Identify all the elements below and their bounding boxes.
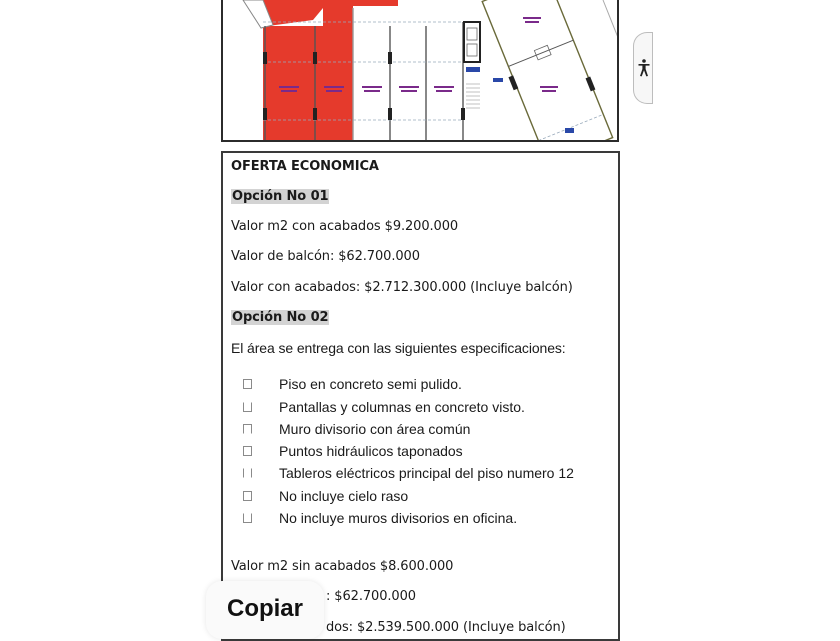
spec-text: Puntos hidráulicos taponados [279,443,463,459]
spec-text: Piso en concreto semi pulido. [279,376,462,392]
checkbox-icon [243,468,252,478]
checkbox-icon [243,513,252,523]
option-2-line: dos: $2.539.500.000 (Incluye balcón) [326,620,566,635]
option-1-title: Opción No 01 [232,189,329,204]
spec-item [243,442,463,460]
spec-item [243,487,408,505]
spec-text: No incluye muros divisorios en oficina. [279,510,518,526]
plan-red-top [323,0,353,30]
plan-red-strip [353,0,398,6]
spec-item [243,398,525,416]
floor-plan-drawing [223,0,619,142]
option-2-intro: El área se entrega con las siguientes especificaciones: [231,340,566,356]
document-heading: OFERTA ECONOMICA [231,159,379,174]
spec-item [243,464,574,482]
option-1-line: Valor con acabados: $2.712.300.000 (Incluye balcón) [231,280,573,295]
spec-text: Pantallas y columnas en concreto visto. [279,399,525,415]
checkbox-icon [243,402,252,412]
offer-document [221,151,620,641]
spec-text: Tableros eléctricos principal del piso numero 12 [279,465,574,481]
option-2-line: Valor m2 sin acabados $8.600.000 [231,559,454,574]
spec-text: Muro divisorio con área común [279,421,471,437]
plan-blue-tag [466,67,480,72]
option-2-line: : $62.700.000 [326,589,416,604]
checkbox-icon [243,424,252,434]
option-1-line: Valor de balcón: $62.700.000 [231,249,420,264]
plan-boundary-line [603,0,619,45]
plan-red-units [263,26,353,142]
accessibility-person-icon [638,59,650,77]
plan-stairs [466,84,480,108]
plan-right-wing [478,0,614,142]
spec-item [243,375,462,393]
spec-item [243,420,470,438]
checkbox-icon [243,491,252,501]
plan-blue-tag [565,128,574,133]
spec-text: No incluye cielo raso [279,488,409,504]
plan-blue-tag [493,78,503,82]
accessibility-tab-edge [652,32,653,104]
spec-item [243,509,517,527]
checkbox-icon [243,379,252,389]
option-2-title: Opción No 02 [232,310,329,325]
checkbox-icon [243,446,252,456]
accessibility-tab[interactable] [633,32,653,104]
floor-plan-image [221,0,619,142]
copy-button[interactable]: Copiar [206,581,324,639]
option-1-line: Valor m2 con acabados $9.200.000 [231,219,459,234]
